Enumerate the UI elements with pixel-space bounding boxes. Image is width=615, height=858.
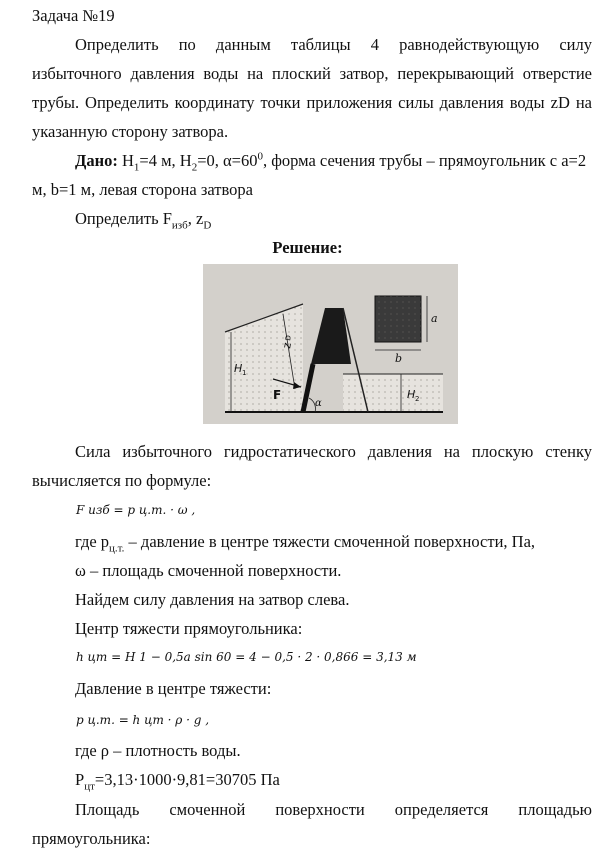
label-h1-sub: 1	[242, 369, 247, 377]
label-b: b	[395, 352, 403, 365]
given-label: Дано:	[75, 151, 118, 170]
label-alpha: α	[315, 398, 322, 409]
where-omega: ω – площадь смоченной поверхности.	[75, 561, 342, 580]
label-zd-sub: D	[284, 334, 293, 342]
section-text-line-1: Сила избыточного гидростатического давления на плоскую стенку	[75, 442, 592, 461]
task-title: Задача №19	[32, 6, 115, 25]
section-text-line-2: вычисляется по формуле:	[32, 471, 212, 490]
centroid-heading: Центр тяжести прямоугольника:	[75, 619, 303, 638]
label-zd: z	[280, 341, 294, 350]
given-line-1: Дано: $H_1=4$ м, $H_2=0$, $\alpha=60^0$, форма сечения трубы – прямоугольник с a=2	[75, 150, 587, 174]
label-force: F	[273, 388, 282, 402]
formula-pressure: p ц.т. = h цт · ρ · g ,	[76, 713, 210, 727]
problem-line-1: Определить по данным таблицы 4 равнодействующую силу	[75, 35, 592, 54]
area-line-1: Площадь смоченной поверхности определяется площадью	[75, 800, 592, 819]
area-line-2: прямоугольника:	[32, 829, 151, 848]
formula-force: F изб = p ц.т. · ω ,	[76, 503, 196, 517]
pressure-value: $P_{цт}=3,13\cdot 1000\cdot 9,81=30705$ Па	[75, 770, 280, 793]
gate-diagram	[203, 264, 458, 424]
where-pressure: где $p_{ц.т.}$ – давление в центре тяжести смоченной поверхности, Па,	[75, 532, 536, 555]
label-h2: H	[407, 388, 416, 401]
problem-line-3: трубы. Определить координату точки приложения силы давления воды zD на	[32, 93, 592, 112]
where-rho: где ρ – плотность воды.	[75, 741, 241, 760]
label-h1: H	[234, 362, 243, 375]
formula-centroid: h цт = H 1 − 0,5a sin 60 = 4 − 0,5 · 2 · 0,866 = 3,13 м	[76, 650, 417, 664]
given-line-2: м, b=1 м, левая сторона затвора	[32, 180, 253, 199]
find-line: Определить $F_{изб}$, $z_D$	[75, 209, 212, 232]
problem-line-4: указанную сторону затвора.	[32, 122, 229, 141]
gate-plate	[303, 364, 313, 412]
find-force-left: Найдем силу давления на затвор слева.	[75, 590, 350, 609]
pressure-heading: Давление в центре тяжести:	[75, 679, 272, 698]
gate-diagram-svg	[203, 264, 458, 424]
label-h2-sub: 2	[415, 395, 420, 403]
label-a: a	[431, 312, 438, 325]
problem-line-2: избыточного давления воды на плоский затвор, перекрывающий отверстие	[32, 64, 592, 83]
solution-heading: Решение:	[272, 238, 343, 257]
